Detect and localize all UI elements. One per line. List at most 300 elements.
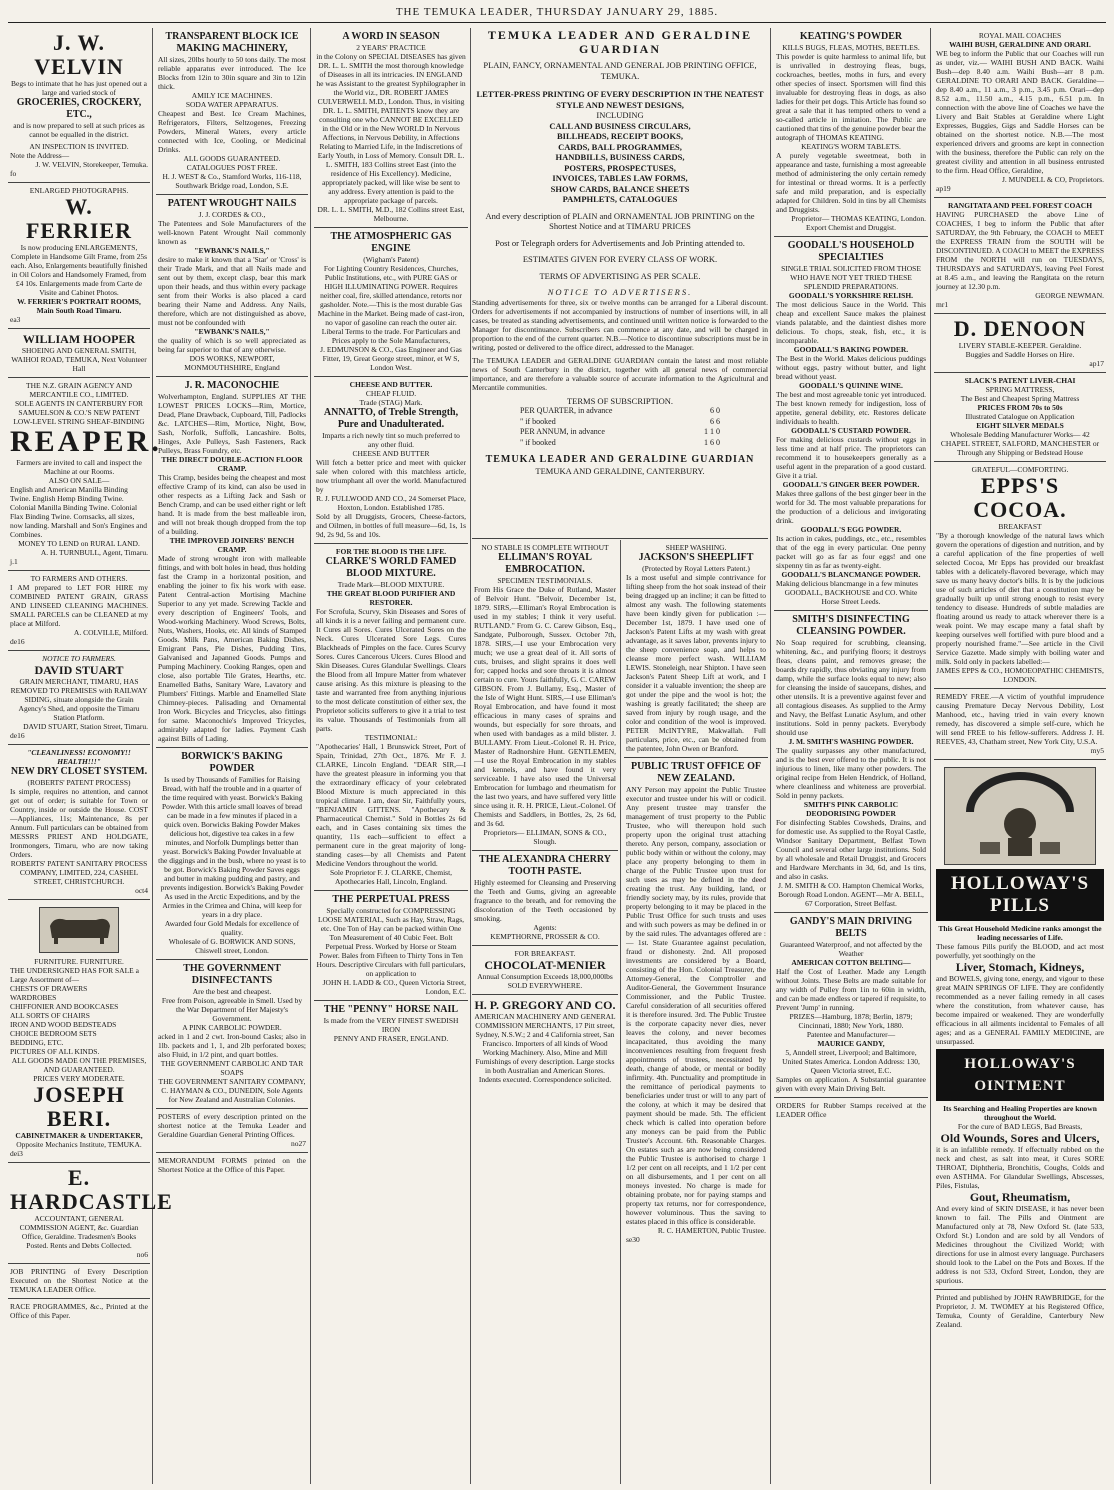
blood-testimony: "Apothecaries' Hall, 1 Brunswick Street, Port of Spain, Trinidad, 27th Oct., 1876. Mr F. J. CLARKE, Lincoln England. "DEAR SIR,—I have the greatest pleasure in informing you that the extraordinary efficacy of your celebrated Blood Mixture is much appreciated in this tropical climate. I am, dear Sir, Faithfully yours, "BENJAMIN GITTENS. "Apothecary & Pharmaceutical Chemist." Sold in Bottles 2s 6d each, and in Cases containing six times the quantity, 11s each—sufficient to effect a permanent cure in the great majority of long-standing cases—by all Chemists and Patent Medicine Vendors throughout the world. (316, 742, 466, 868)
blood-great: THE GREAT BLOOD PURIFIER AND RESTORER. (326, 589, 456, 607)
ad-code: se30 (626, 1235, 640, 1244)
disinfectant-signature: C. HAYMAN & CO., DUNEDIN, Sole Agents for New Zealand and Australian Colonies. (161, 1086, 303, 1104)
farmers-ad (8, 571, 150, 651)
menier-body: Annual Consumption Exceeds 18,000,000lbs (477, 972, 613, 981)
closet-footer: ROBERTS' PATENT SANITARY PROCESS COMPANY, LIMITED, 224, CASHEL STREET, CHRISTCHURCH. (10, 859, 148, 886)
column-5 (774, 28, 928, 1484)
nails-quote: "EWBANK'S NAILS," (194, 246, 270, 255)
table-cell: PER QUARTER, in advance (520, 406, 613, 415)
keating-sub: KILLS BUGS, FLEAS, MOTHS, BEETLES. (782, 43, 920, 52)
column-6 (934, 28, 1106, 1484)
gandy-patentee: Patentee and Manufacturer— (806, 1030, 896, 1039)
gandy-ad (774, 913, 928, 1098)
disinfectant-body2: acked in 1 and 2 cwt. Iron-bound Casks; also in 1lb. packets and 1, 1, and 2lb perforated boxes; also Fluid, in 1/2 pint, and quart bottles. (158, 1032, 306, 1059)
imprint (934, 1290, 1106, 1333)
cherry-signature: KEMPTHORNE, PROSSER & CO. (490, 932, 600, 941)
gandy-samples: Samples on application. A Substantial guarantee given with every Main Driving Belt. (776, 1075, 926, 1093)
holloway-body2: and BOWELS, giving tone, energy, and vigour to these great MAIN SPRINGS OF LIFE. They are confidently recommended as a never failing remedy in all cases where the constitution, from whatever cause, has become impaired or weakened. They are wonderfully efficacious in all ailments incidental to Females of all ages; and as a GENERAL FAMILY MEDICINE, are unsurpassed. (936, 974, 1104, 1046)
nzgrain-list: English and American Manilla Binding Twine. English Hemp Binding Twine. Colonial Manilla Binding Twine. Colonial Flax Binding Twine. Cornsacks, all sizes, now landing. Marshall and Son's Engines and Combines. (10, 485, 147, 539)
ad-code: fo (10, 169, 17, 178)
rangitata-title: RANGITATA AND PEEL FOREST COACH (947, 201, 1093, 210)
keating-body: This powder is quite harmless to animal life, but is unrivalled in destroying fleas, bugs, cockroaches, beetles, moths in furs, and every other species of insect. Sportsmen will find this invaluable for destroying fleas in dogs, as also ladies for their pet dogs. This Article has found so great a sale that it has tempted others to vend a so-called article in imitation. The Public are cautioned that tins of the genuine powder bear the autograph of THOMAS KEATING. (776, 52, 926, 142)
table-cell: PER ANNUM, in advance (520, 427, 605, 436)
gregory-body: AMERICAN MACHINERY AND GENERAL COMMISSION MERCHANTS, 17 Pitt street, Sydney, N.S.W.; 2 and 4 California street, San Francisco. Importers of all kinds of Wood Working Machinery. Also, Mine and Mill Furnishings of every description. Large stocks in both Australian and American Stores. Indents executed. Correspondence solicited. (474, 1012, 616, 1084)
guardian-body2: The TEMUKA LEADER and GERALDINE GUARDIAN contain the latest and most reliable news of South Canterbury in the district, together with all general news of commercial importance, and are therefore a valuable source of accurate information to the Agricultural and Mercantile communities. (472, 355, 768, 392)
list-item: CHIFFONIER AND BOOKCASES (10, 1002, 119, 1011)
ice-ad (156, 28, 308, 195)
printing-items (472, 121, 768, 205)
gas-ad (314, 228, 468, 377)
guardian-terms: TERMS OF ADVERTISING AS PER SCALE. (539, 270, 701, 281)
keating-title: KEATING'S POWDER (799, 31, 903, 42)
elliman-body: From His Grace the Duke of Rutland, Master of Belvoir Hunt. "Belvoir, December 1st, 1879. SIRS,—Elliman's Royal Embrocation is used in my stables; I think it very useful. RUTLAND." From G. C. Carew Gibson, Esq., Sandgate, Pulborough, Sussex. October 7th, 1878. SIRS,—I use your Embrocation very much; we use a great deal of it. All sorts of cuts, bruises, and slight sprains it does well for; capped hocks and sore throats it is almost certain to cure. Yours faithfully, G. C. CAREW GIBSON. From J. Bullamy, Esq., Master of the Isle of Wight Hunt. SIRS,—I use Elliman's Royal Embrocation, and have found it most efficacious in many cases of sprains and wounds, but especially for sore throats, and when used with bandages as a mild blister. J. BULLAMY. From Lieut.-Colonel R. H. Price, Master of Radnorshire Hunt. GENTLEMEN,—I use the Royal Embrocation in my stables and kennels, and have found it very serviceable. I have also used the Universal Embrocation for lumbago and rheumatism for the last two years, and have suffered very little since using it. R. H. PRICE, Lieut.-Colonel. Of Chemists and Saddlers, in Bottles, 2s, 2s 6d, and 3s 6d. (474, 585, 616, 828)
holloway-ointment-banner: HOLLOWAY'S OINTMENT (936, 1049, 1104, 1101)
blood-name: CLARKE'S WORLD FAMED BLOOD MIXTURE. (325, 556, 457, 579)
holloway-body: These famous Pills purify the BLOOD, and act most powerfully, yet soothingly on the (936, 942, 1104, 960)
goodall-item (776, 525, 926, 570)
list-item: CHOICE BEDROOM SETS (10, 1029, 97, 1038)
table-cell: 1 1 0 (704, 427, 720, 436)
elliman-spec: SPECIMEN TESTIMONIALS. (497, 576, 593, 585)
maconochie-ad (156, 377, 308, 748)
holloway-obody: For the cure of BAD LEGS, Bad Breasts, (957, 1122, 1083, 1131)
column-divider (930, 28, 931, 1484)
epps-signature: JAMES EPPS & CO., HOMOEOPATHIC CHEMISTS, LONDON. (936, 666, 1104, 684)
subscription-table (520, 406, 720, 448)
nzgrain-product: REAPER. (10, 425, 162, 458)
furniture-prices: PRICES VERY MODERATE. (33, 1074, 125, 1083)
menier-top: FOR BREAKFAST. (514, 949, 576, 958)
column-3 (314, 28, 468, 1484)
maconochie-cramp: THE DIRECT DOUBLE-ACTION FLOOR CRAMP. (161, 455, 303, 473)
sheep-ad (624, 540, 768, 758)
elliman-ad (472, 540, 618, 851)
ice-catalogues: CATALOGUES POST FREE. (186, 163, 278, 172)
velvin-name: J. W. VELVIN (34, 30, 124, 79)
trust-title: PUBLIC TRUST OFFICE OF NEW ZEALAND. (631, 761, 761, 784)
guardian-footer: TEMUKA LEADER AND GERALDINE GUARDIAN (485, 454, 755, 465)
goodall-item (776, 570, 926, 588)
epps-sub: BREAKFAST (998, 522, 1042, 531)
cheese-title: CHEESE AND BUTTER. (349, 380, 433, 389)
ferrier-name: W. FERRIER (25, 194, 132, 243)
posters-body: POSTERS of every description printed on the shortest notice at the Temuka Leader and Geraldine Guardian General Printing Offices. (158, 1112, 306, 1139)
holloway-obody2: it is an infallible remedy. If effectually rubbed on the neck and chest, as salt into meat, it Cures SORE THROAT, Diphtheria, Bronchitis, Coughs, Colds and even ASTHMA. For Glandular Swellings, Abscesses, Piles, Fistulas, (936, 1145, 1104, 1190)
masthead: THE TEMUKA LEADER, THURSDAY JANUARY 29, 1885. (395, 6, 719, 18)
keating-export: Export Chemist and Druggist. (806, 223, 896, 232)
ice-body: All sizes, 20lbs hourly to 50 tons daily. The most reliable apparatus ever introduced. The Ice Blocks from 12in to 30in square and 3in to 12in thick. (158, 55, 306, 91)
goodall-signature: GOODALL, BACKHOUSE and CO. White Horse Street Leeds. (784, 588, 918, 606)
stuart-ad (8, 651, 150, 745)
goodall-item-title: GOODALL'S GINGER BEER POWDER. (782, 480, 920, 489)
ferrier-top: ENLARGED PHOTOGRAPHS. (29, 186, 129, 195)
trust-body: ANY Person may appoint the Public Trustee executor and trustee under his will or codicil. Any present trustee may transfer the management of trust property to the Public Trustee, who will thereupon hold such property upon the original trust attaching thereto. Any person, company, association or public body within or without the colony, may place any property belonging to them in charge of the Public Trustee upon trust for such uses as may be defined in the deed creating the trust. Any building, land, or friendly society may, by its rules, provide that property belonging to it may be placed in the Public Trust Office for such trusts and uses and with such powers as may be defined in or by the said rules. The advantages offered are :— 1st. State Guarantee against peculation, fraud or dishonesty. 2nd. All proposed investments are considered by a Board, consisting of the Hon. Colonial Treasurer, the Attorney-General, the Comptroller and Auditor-General, the Government Insurance Commissioner, and the Public Trustee. Careful consideration of all securities offered it is therefore insured. 3rd. The Public Trustee is the corporate capacity never dies, never leaves the colony, and never becomes incapacitated, thus avoiding the many inconveniences resulting from frequent fresh appointments of trustees, necessitated by death, change of abode, or mental or bodily infirmity. 4th. Punctuality and promptitude in the remittance of periodical payments to beneficiaries under trust or will to any part of the colony, at which it may be desired that payment should be made. 5th. The efficient check which is called into operation before any moneys can be paid from the Public Trustee's Account. 6th. Reasonable Charges. On estates such as are now being considered the Public Trustee is authorised to charge 1 1/2 per cent on all receipts, and 1 1/2 per cent on all disbursements, and 1 per cent on all moneys invested. No charge is made for obtaining probate, nor for paying stamps and property tax returns, nor for correspondence, however voluminous. Thus the saving to estates placed in this office is considerable. (626, 785, 766, 1226)
memo-body: MEMORANDUM FORMS printed on the Shortest Notice at the Office of this Paper. (158, 1156, 306, 1174)
borwick-title: BORWICK'S BAKING POWDER (181, 751, 283, 774)
maconochie-improved: THE IMPROVED JOINERS' BENCH CRAMP. (169, 536, 295, 554)
closet-ad (8, 745, 150, 900)
jobprint-body: JOB PRINTING of Every Description Executed on the Shortest Notice at the TEMUKA LEADER Office. (10, 1267, 148, 1294)
disinfectant-ad (156, 960, 308, 1109)
goodall-item-body: The best and most agreeable tonic yet introduced. The best known remedy for indigestion, loss of appetite, general debility, etc. Restores delicate individuals to health. (776, 390, 926, 426)
cherry-title: THE ALEXANDRA CHERRY TOOTH PASTE. (479, 854, 611, 877)
press-title: THE PERPETUAL PRESS (332, 894, 450, 905)
gandy-body2: Half the Cost of Leather. Made any Length without Joints. These Belts are made suitable for any width of Pulley from 1in to 60in in width, and can be made endless or tapered if requisite, to Prevent 'Jump' in running. (776, 967, 926, 1012)
slack-ad (934, 373, 1106, 462)
keating-worm: KEATING'S WORM TABLETS. (801, 142, 901, 151)
slack-body: The Best and Cheapest Spring Mattress (960, 394, 1080, 403)
list-item: CALL AND BUSINESS CIRCULARS, (549, 120, 691, 131)
guardian-body: Standing advertisements for three, six or twelve months can be arranged for a Liberal discount. Orders for advertisements if not accompanied by instructions of number of insertions will, in all cases, be treated as standing advertisements, and continued until written notice is forwarded to the Manager for discontinuance. Subscribers can commence at any date, and will be charged in proportion to the end of the current quarter. N.B.—Notice to discontinue subscriptions must be in writing, posted or delivered to the office direct, addressed to the Manager. (472, 297, 768, 352)
stuart-signature: DAVID STUART, Station Street, Timaru. (23, 722, 148, 731)
closet-sub: (ROBERTS' PATENT PROCESS) (27, 778, 131, 787)
elliman-name: ELLIMAN'S ROYAL EMBROCATION. (498, 552, 592, 575)
maconochie-name: J. R. MACONOCHIE (184, 380, 280, 391)
list-item: CARDS, BALL PROGRAMMES, (558, 141, 682, 152)
goodall-item (776, 426, 926, 480)
list-item: ALL SORTS OF CHAIRS (10, 1011, 90, 1020)
column-1 (8, 28, 173, 1484)
smith-body: No Soap required for scrubbing, cleansing, whitening, &c., and purifying floors; it destroys fleas, cleans paint, and removes grease; the boards dry rapidly, thus obviating any injury from damp, while the surface looks equal to new; also for cleansing the inside of saucepans, dishes, and other utensils. It is a preventive against fever and all contagious diseases. As supplied to the Army and Navy, the Belfast Lunatic Asylum, and other institutions. Sold in penny packets. Everybody should use (776, 638, 926, 737)
mail-body: WE beg to inform the Public that our Coaches will run as under, viz.— WAIHI BUSH AND BACK. Waihi Bush—dep 8.40 a.m. Waihi Bush—arr 8 p.m. GERALDINE TO ORARI AND BACK. Geraldine—dep 8.40 a.m., 11 a.m., 3 p.m., 3.45 p.m. Orari—dep 8.52 a.m., 11.50 a.m., 4.15 p.m., 6.51 p.m. In connection with the above line of Coaches we have the Livery and Bait Stables at Geraldine where Light Expresses, Buggies, Gigs and Saddle Horses can be obtained on the shortest notice. N.B.—The most experienced drivers and grooms are kept in connection with the business, therefore the Public can rely on the greatest civility and attention in all business entrusted to the firm. Head Office, Geraldine, (936, 49, 1104, 175)
penny-ad (314, 1001, 468, 1047)
stuart-body: GRAIN MERCHANT, TIMARU, HAS REMOVED TO PREMISES with RAILWAY SIDING, situate alongside the Grain Agency's Shed, and opposite the Timaru Station Platform. (10, 677, 148, 722)
maconochie-body: Wolverhampton, England. SUPPLIES AT THE LOWEST PRICES LOCKS—Rim, Mortice, Dead, Plane Drawback, Cupboard, Till, Padlocks &c. LATCHES—Rim, Mortice, Night, Bow, Sash, Norfolk, Suffolk, Lancashire. Bolts, Hinges, Axle Pulleys, Sash Fasteners, Rack Pulleys, Brass Foundry, etc. (158, 392, 306, 455)
goodall-item-body: Making delicious blancmange in a few minutes (776, 579, 919, 588)
press-body: Specially constructed for COMPRESSING LOOSE MATERIAL, Such as Hay, Straw, Rags, etc. One Ton of Hay can be packed within One Ton Measurement of 40 Cubic Feet. Bolt Perpetual Press. Worked by Horse or Steam Power. Bales from Fifteen to Thirty Tons in Ten Hours. Descriptive Circulars with full particulars, on application to (316, 906, 466, 978)
slack-body2: Wholesale Bedding Manufacturer Works— 42 CHAPEL STREET, SALFORD, MANCHESTER or Through any Shipping or Bedstead House (940, 430, 1100, 457)
memo-ad (156, 1153, 308, 1178)
keating-body2: A purely vegetable sweetmeat, both in appearance and taste, furnishing a most agreeable method of administering the only certain remedy for intestinal or thread worms. It is a perfectly safe and mild preparation, and is especially adapted for Children. Sold in tins by all Chemists and Druggists. (776, 151, 926, 214)
stuart-name: DAVID STUART (34, 663, 124, 677)
emblem-icon (950, 772, 1090, 860)
list-item: HANDBILLS, BUSINESS CARDS, (555, 152, 685, 162)
ad-code: no6 (136, 1250, 148, 1259)
list-item: POSTERS, PROSPECTUSES, (564, 162, 676, 173)
ferrier-body: Is now producing ENLARGEMENTS, Complete in Handsome Gilt Frame, from 25s each. Also, Enlargements beautifully finished in Oil Colors and Handsomely Framed, from £4 10s. Enlargements made from Carte de Visite and Cabinet Photos. (10, 243, 148, 297)
ferrier-ad (8, 183, 150, 329)
smith-powder-ad (774, 611, 928, 913)
keating-ad (774, 28, 928, 237)
denoon-body: LIVERY STABLE-KEEPER. Geraldine. (958, 341, 1082, 350)
disinfectant-carbolic: A PINK CARBOLIC POWDER. (182, 1023, 282, 1032)
goodall-item-body: The most delicious Sauce in the World. This cheap and excellent Sauce makes the plainest viands palatable, and the daintiest dishes more delicious. To chops, steak, fish, etc., it is incomparable. (776, 300, 926, 345)
table-cell: 1 6 0 (704, 437, 720, 447)
season-signature: DR. L. L. SMITH, M.D., 182 Collins street East, Melbourne. (317, 205, 465, 223)
epps-ad (934, 462, 1106, 689)
guardian-letterpress: LETTER-PRESS PRINTING OF EVERY DESCRIPTION IN THE NEATEST STYLE AND NEWEST DESIGNS, (476, 89, 764, 110)
hooper-name: WILLIAM HOOPER (22, 332, 136, 346)
rangitata-signature: GEORGE NEWMAN. (1035, 291, 1104, 300)
sofa-icon (44, 912, 114, 948)
goodall-item-title: GOODALL'S QUININE WINE. (799, 381, 903, 390)
smith-body2: The quality surpasses any other manufactured, and is the best ever offered to the public. It is not injurious to linen, like many other powders. The original recipe from Helen Hendrick, of Holland, where cleanliness and whiteness are proverbial. Sold in penny packets. (776, 746, 926, 800)
smith-doctor-ad (314, 28, 468, 228)
stuart-title: NOTICE TO FARMERS. (42, 654, 116, 663)
holloway-sub: This Great Household Medicine ranks amongst the leading necessaries of Life. (938, 924, 1102, 942)
blood-title: FOR THE BLOOD IS THE LIFE. (335, 547, 447, 556)
nzgrain-also: ALSO ON SALE— (48, 476, 110, 485)
remedy-ad (934, 689, 1106, 760)
guardian-post: Post or Telegraph orders for Advertisements and Job Printing attended to. (495, 237, 745, 248)
penny-signature: PENNY AND FRASER, ENGLAND. (333, 1034, 449, 1043)
menier-sold: SOLD EVERYWHERE. (507, 981, 583, 990)
holloway-emblem (944, 767, 1096, 865)
column-divider (310, 28, 311, 1484)
goodall-item (776, 291, 926, 345)
furniture-ad (8, 900, 150, 1163)
list-item: BILLHEADS, RECEIPT BOOKS, (557, 131, 683, 141)
ad-code: ap17 (1089, 359, 1104, 368)
table-row (520, 406, 720, 417)
ad-code: dei3 (10, 1149, 23, 1158)
race-body: RACE PROGRAMMES, &c., Printed at the Office of this Paper. (10, 1302, 148, 1320)
nails-signature: DOS WORKS, NEWPORT, MONMOUTHSHIRE, England (184, 354, 280, 372)
menier-ad (472, 946, 618, 995)
column-divider (770, 28, 771, 1484)
goodall-ad (774, 237, 928, 611)
holloway-obody3: And every kind of SKIN DISEASE, it has never been known to fail. The Pills and Ointment are Manufactured only at 78, New Oxford St. (late 533, Oxford St.) London and are sold by all Vendors of Medicines throughout the Civilized World; with directions for use in almost every language. Purchasers should look to the Label on the Pots and Boxes. If the address is not 533, Oxford Street, London, they are spurious. (936, 1204, 1104, 1285)
blood-testimonial: TESTIMONIAL: (364, 733, 418, 742)
ad-code: de16 (10, 637, 25, 646)
nzgrain-signature: A. H. TURNBULL, Agent, Timaru. (40, 548, 148, 557)
penny-title: THE "PENNY" HORSE NAIL (323, 1004, 459, 1015)
smith-title: SMITH'S DISINFECTING CLEANSING POWDER. (792, 614, 910, 637)
ice-soda: SODA WATER APPARATUS. (185, 100, 279, 109)
column-2 (156, 28, 308, 1484)
hardcastle-body: ACCOUNTANT, GENERAL COMMISSION AGENT, &c. Guardian Office, Geraldine. Tradesmen's Books Posted. Rents and Debts Collected. (19, 1214, 139, 1250)
holloway-ad (934, 760, 1106, 1290)
smith-washing: J. M. SMITH'S WASHING POWDER. (788, 737, 914, 746)
guardian-estimates: ESTIMATES GIVEN FOR EVERY CLASS OF WORK. (522, 254, 718, 264)
ad-code: no27 (291, 1139, 306, 1148)
gregory-name: H. P. GREGORY AND CO. (474, 998, 616, 1012)
epps-name: EPPS'S COCOA. (973, 473, 1067, 522)
cheese-body2: Will fetch a better price and meet with quicker sale when colored with this matchless article, now triumphant all over the world. Manufactured by (316, 458, 466, 494)
furniture-list (10, 984, 148, 1056)
nails-title: PATENT WROUGHT NAILS (167, 198, 297, 209)
subscription-title: TERMS OF SUBSCRIPTION. (566, 395, 674, 406)
ice-family: AMILY ICE MACHINES. (191, 91, 273, 100)
list-item: CHESTS OF DRAWERS (10, 984, 88, 993)
velvin-ad (8, 28, 150, 183)
ferrier-footer: W. FERRIER'S PORTRAIT ROOMS, Main South Road Timaru. (17, 297, 141, 315)
nails-body: The Patentees and Sole Manufacturers of the well-known Patent Wrought Nail commonly known as (158, 219, 306, 246)
closet-name: NEW DRY CLOSET SYSTEM. (10, 766, 148, 777)
cheese-signature: R. J. FULLWOOD AND CO., 24 Somerset Place, Hoxton, London. Established 1785. (316, 494, 466, 512)
borwick-signature: Wholesale of G. BORWICK AND SONS, Chiswell street, London. (168, 937, 296, 955)
holloway-pills-banner: HOLLOWAY'S PILLS (936, 869, 1104, 921)
goodall-item-title: GOODALL'S BLANCMANGE POWDER. (781, 570, 921, 579)
cheese-ad (314, 377, 468, 544)
list-item: WARDROBES (10, 993, 57, 1002)
remedy-body: REMEDY FREE.—A victim of youthful imprudence causing Premature Decay Nervous Debility, Lost Manhood, etc., having tried in vain every known remedy, has discovered a simple self-cure, which he will send FREE to his fellow-sufferers. Address J. H. REEVES, 43, Chatham street, New York City, U.S.A. (936, 692, 1104, 746)
season-years: 2 YEARS' PRACTICE (356, 43, 426, 52)
table-row (520, 427, 720, 438)
beri-name: JOSEPH BERI. (33, 1082, 125, 1131)
gandy-name: MAURICE GANDY, (817, 1039, 885, 1048)
ad-code: de16 (10, 731, 25, 740)
velvin-body2: and is now prepared to sell at such prices as cannot be equalled in the district. (13, 121, 145, 139)
guardian-footer2: TEMUKA AND GERALDINE, CANTERBURY. (535, 466, 705, 476)
race-ad (8, 1299, 150, 1324)
column-divider (152, 28, 153, 1484)
elliman-signature: Proprietors— ELLIMAN, SONS & CO., Slough. (483, 828, 607, 846)
table-row (520, 417, 720, 428)
cheese-body: Imparts a rich newly tint so much preferred to any other fluid. (322, 431, 460, 449)
goodall-item-body: The Best in the World. Makes delicious puddings without eggs, pastry without butter, and light bread without yeast. (776, 354, 926, 381)
velvin-note: Note the Address— (10, 151, 70, 160)
guardian-including: INCLUDING (596, 110, 644, 120)
farmers-signature: A. COLVILLE, Milford. (73, 628, 148, 637)
slack-title: SLACK'S PATENT LIVER-CHAI (964, 376, 1076, 385)
season-title: A WORD IN SEASON (342, 31, 440, 42)
blood-signature: Sole Proprietor F. J. CLARKE, Chemist, Apothecaries Hall, Lincoln, England. (329, 868, 453, 886)
nails-body2: desire to make it known that a 'Star' or 'Cross' is their Trade Mark, and that all Nails made and sent out by them, except clasp, bear this mark upon their heads, and thus within every package sent from their Works is also placed a card bearing their Name and Address. Any Nails, therefore, which are not distinguished as above, must not be confounded with (158, 255, 306, 327)
velvin-invite: AN INSPECTION IS INVITED. (29, 142, 129, 151)
sofa-illustration (39, 907, 119, 953)
list-item: PAMPHLETS, CATALOGUES (562, 194, 678, 204)
ad-code: ap19 (936, 184, 951, 193)
table-cell: 6 0 (710, 406, 720, 415)
nzgrain-body2: Farmers are invited to call and inspect the Machine at our Rooms. (16, 458, 142, 476)
slack-catalogue: Illustrated Catalogue on Application (965, 412, 1075, 421)
hooper-ad (8, 329, 150, 378)
beri-address: Opposite Mechanics Institute, TEMUKA. (16, 1140, 142, 1149)
ad-code: my5 (1090, 746, 1104, 755)
elliman-title: NO STABLE IS COMPLETE WITHOUT (481, 543, 609, 552)
posters-ad (156, 1109, 308, 1153)
gandy-address: 5, Anndell street, Liverpool; and Baltimore, United States America. London Address: 130, Queen Victoria street, E.C. (782, 1048, 920, 1075)
borwick-body: Is used by Thousands of Families for Raising Bread, with half the trouble and in a quarter of the time required with yeast. Borwick's Baking Powder. With this article small loaves of bread can be made in a few minutes if placed in a quick oven. Borwicks Baking Powder Makes delicious hot, digestive tea cakes in a few minutes, and Norfolk Dumplings better than yeast. Borwick's Baking Powder Invaluable at the diggings and in the bush, where no yeast is to be got. Borwick's Baking Powder Saves eggs and butter in making pudding and pastry, and prevents indigestion. Borwick's Baking Powder As used in the Arctic Expeditions, and by the Armies in the Crimea and China, will keep for years in a dry place. (158, 775, 306, 919)
furniture-goods: ALL GOODS MADE ON THE PREMISES, AND GUARANTEED. (11, 1056, 147, 1074)
farmers-title: TO FARMERS AND OTHERS. (30, 574, 128, 583)
press-signature: JOHN H. LADD & CO., Queen Victoria Street, London, E.C. (322, 978, 466, 996)
goodall-item-body: Its action in cakes, puddings, etc., etc., resembles that of the egg in every particular. One penny packet will go as far as four eggs! and one sixpenny tin as far as twenty-eight. (776, 534, 926, 570)
guardian-title: TEMUKA LEADER AND GERALDINE GUARDIAN (487, 28, 753, 56)
column-divider (470, 28, 471, 1484)
goodall-item-title: GOODALL'S EGG POWDER. (800, 525, 902, 534)
velvin-body: Begs to intimate that he has just opened out a large and varied stock of (10, 79, 147, 97)
cheese-trade: Trade (STAG) Mark. (359, 398, 423, 407)
holloway-organs: Liver, Stomach, Kidneys, (955, 960, 1085, 974)
sheep-body: Is a most useful and simple contrivance for lifting sheep from the hot soak instead of their being dragged up an incline; it can be fitted to almost any wash. The following statements have been kindly given for publication :— December 1st, 1879. I have used one of Jackson's Patent Lifts at my wash with great advantage, as it saves labor, prevents injury to the sheep convenience soap, and helps to cleanse more perfect wash. WILLIAM LEWIS. Stoneleigh, near Shipton. I have seen Jackson's Patent Sheep Lift at work, and I consider it a valuable invention; the sheep are got under the pipe and the wool is hot; the washing is greatly facilitated; the sheep are saved from injury by rough usage, and the color and condition of the wool is improved. PETER McINTYRE, Makwallah. Full particulars, price, etc., can be obtained from the patentee, John Owen or Branford. (626, 573, 766, 753)
disinfectant-soaps: THE GOVERNMENT CARBOLIC AND TAR SOAPS (160, 1059, 304, 1077)
cherry-ad (472, 851, 618, 946)
nails-body3: the quality of which is so well appreciated as being far superior to that of any otherwise. (158, 336, 306, 354)
blood-trade: Trade Mark—BLOOD MIXTURE. (337, 580, 445, 589)
closet-title: "CLEANLINESS! ECONOMY!! HEALTH!!!" (27, 748, 131, 766)
borwick-ad (156, 748, 308, 960)
mail-title: ROYAL MAIL COACHES (978, 31, 1062, 40)
disinfectant-company: THE GOVERNMENT SANITARY COMPANY, (158, 1077, 306, 1086)
gandy-american: AMERICAN COTTON BELTING— (791, 958, 911, 967)
maconochie-body2: This Cramp, besides being the cheapest and most effective Cramp of its kind, can also be used in other respects as a Lifting Jack and Sash or Bench Cramp, and can be used either right or left hand. It is made from the best malleable iron, and will not break though dropped from the top of a building. (158, 473, 306, 536)
list-item: SHOW CARDS, BALANCE SHEETS (550, 183, 690, 194)
denoon-name: D. DENOON (953, 316, 1087, 341)
gandy-prizes: PRIZES—Hamburg, 1878; Berlin, 1879; Cincinnati, 1880; New York, 1880. (789, 1012, 913, 1030)
goodall-item (776, 480, 926, 525)
nzgrain-ad (8, 378, 162, 571)
ice-guarantee: ALL GOODS GUARANTEED. (183, 154, 281, 163)
gas-title: THE ATMOSPHERIC GAS ENGINE (330, 231, 452, 254)
table-cell: 6 6 (710, 416, 720, 426)
furniture-caption: FURNITURE. FURNITURE. (34, 957, 124, 966)
nzgrain-body: SOLE AGENTS IN CANTERBURY FOR SAMUELSON & CO.'S NEW PATENT LOW-LEVEL STRING SHEAF-BINDING (13, 399, 145, 426)
ice-body2: Cheapest and Best. Ice Cream Machines, Refrigerators, Filters, Seltzogenes, Freezing Powders, Mineral Waters, every article connected with Ice, Cooling, or Medicinal Drinks. (158, 109, 306, 154)
rubber-ad (774, 1098, 928, 1123)
ice-signature: H. J. WEST & Co., Stamford Works, 116-118, Southwark Bridge road, London, S.E. (162, 172, 302, 190)
nzgrain-money: MONEY TO LEND on RURAL LAND. (18, 539, 140, 548)
column-divider (620, 540, 621, 1484)
sheep-sub: (Protected by Royal Letters Patent.) (642, 564, 750, 573)
guardian-sub: PLAIN, FANCY, ORNAMENTAL AND GENERAL JOB PRINTING OFFICE, TEMUKA. (483, 60, 757, 81)
furniture-intro: THE UNDERSIGNED HAS FOR SALE a Large Assortment of— (10, 966, 139, 984)
ad-code: j.1 (10, 557, 18, 566)
disinfectant-body: Free from Poison, agreeable in Smell. Used by the War Department of Her Majesty's Government. (161, 996, 303, 1023)
rangitata-body: HAVING PURCHASED the above Line of COACHES, I beg to inform the Public that after SATURDAY, the 9th February, the COACH to MEET the EXPRESS TRAIN from the SOUTH will be DISCONTINUED. A COACH to MEET the EXPRESS FROM the NORTH will run on TUESDAYS, THURSDAYS and SATURDAYS, leaving Peel Forest at 8.45 a.m., and leaving the Rangitata on the return journey at 12.30 p.m. (936, 210, 1104, 291)
printing-office-ad (472, 28, 768, 539)
ice-title: TRANSPARENT BLOCK ICE MAKING MACHINERY, (165, 31, 299, 54)
blood-ad (314, 544, 468, 891)
goodall-item-body: For making delicious custards without eggs in less time and at half price. The proprietors can recommend it to housekeepers generally as a useful agent in the preparation of a good custard. Give it a trial. (776, 435, 926, 480)
cherry-body: Highly esteemed for Cleansing and Preserving the Teeth and Gums, giving an agreeable fragrance to the breath, and for removing the discoloration of the Teeth occasioned by smoking. (474, 878, 616, 923)
closet-body: Is simple, requires no attention, and cannot get out of order; is suitable for Town or Country, inside or outside the House. COST—Appliances, 11s; Maintenance, 8s per Annum. Full particulars can be obtained from MESSRS PRIEST AND HOLDGATE, Ironmongers, Timaru, who are now taking Orders. (10, 787, 148, 859)
gas-sub: (Wigham's Patent) (363, 255, 419, 264)
table-row (520, 438, 720, 449)
rangitata-ad (934, 198, 1106, 314)
cheese-cb: CHEESE AND BUTTER (352, 449, 430, 458)
ad-code: mr1 (936, 300, 949, 309)
guardian-every: And every description of PLAIN and ORNAMENTAL JOB PRINTING on the Shortest Notice and at TIMARU PRICES (485, 210, 755, 231)
nails-sub: J. J. CORDES & CO., (198, 210, 266, 219)
beri-trade: CABINETMAKER & UNDERTAKER, (15, 1131, 143, 1140)
list-item: PICTURES OF ALL KINDS. (10, 1047, 100, 1056)
holloway-osub: Its Searching and Healing Properties are known throughout the World. (943, 1104, 1097, 1122)
goodall-item-title: GOODALL'S CUSTARD POWDER. (791, 426, 911, 435)
blood-body: For Scrofula, Scurvy, Skin Diseases and Sores of all kinds it is a never failing and permanent cure. It Cures all Sores. Cures Ulcerated Sores on the Neck. Cures Ulcerated Sore Legs. Cures Blackheads of Pimples on the face. Cures Scurvy Sores. Cures Cancerous Ulcers. Cures Blood and Skin Diseases. Cures Glandular Swellings. Clears the Blood from all Impure Matter from whatever cause arising. As this mixture is pleasing to the taste and warranted free from anything injurious to the most delicate constitution of either sex, the Proprietor solicits sufferers to give it a trial to test its value. Thousands of Testimonials from all parts. (316, 607, 466, 733)
cheese-annatto: ANNATTO, of Treble Strength, Pure and Unadulterated. (323, 407, 459, 430)
cherry-agents: Agents: (533, 923, 557, 932)
menier-name: CHOCOLAT-MENIER (484, 958, 606, 972)
velvin-signature: J. W. VELVIN, Storekeeper, Temuka. (35, 160, 148, 169)
epps-top: GRATEFUL—COMFORTING. (971, 465, 1069, 474)
goodall-item-title: GOODALL'S BAKING POWDER. (793, 345, 909, 354)
table-cell: " if booked (520, 437, 556, 447)
guardian-notice: NOTICE TO ADVERTISERS. (547, 287, 693, 297)
mail-sub: WAIHI BUSH, GERALDINE AND ORARI. (949, 40, 1091, 49)
hardcastle-ad (8, 1163, 173, 1264)
slack-sub: SPRING MATTRESS, (985, 385, 1055, 394)
ad-code: oct4 (135, 886, 148, 895)
penny-body: Is made from the VERY FINEST SWEDISH IRON (323, 1016, 459, 1034)
gas-body: For Lighting Country Residences, Churches, Public Institutions, etc., with PURE GAS or HIGH ILLUMINATING POWER. Requires neither coal, fire, skilled attendance, retorts nor gasholder. Note.—This is the most durable Gas Machine in the Market. Being made of cast-iron, no vapor of gasoline can reach the outer air. Liberal Terms to the trade. For Particulars and Prices apply to the Sole Manufacturers, (317, 264, 465, 345)
goodall-item (776, 381, 926, 426)
nails-quote2: "EWBANK'S NAILS," (194, 327, 270, 336)
mid-left-subcolumn (472, 540, 618, 1484)
guardian-office-block (472, 28, 768, 1244)
rubber-body: ORDERS for Rubber Stamps received at the LEADER Office (776, 1101, 926, 1119)
smith-body3: For disinfecting Stables Cowsheds, Drains, and for domestic use. As supplied to the Royal Castle, Windsor Sanitary Department, Belfast Town Council and several other large institutions. Sold by all wholesale and Retail Druggist, and Grocers and Hardware Merchants in 3d, 6d, and 1s tins, and also in casks. (776, 818, 926, 881)
masthead-rule (8, 22, 1106, 23)
cheese-body3: Sold by all Druggists, Grocers, Cheese-factors, and Oilmen, in bottles of full measure—6d, 1s, 1s 9d, 2s 9d, 5s and 10s. (316, 512, 466, 539)
cheese-cheap: CHEAP FLUID. (365, 389, 417, 398)
goodall-item-title: GOODALL'S YORKSHIRE RELISH. (788, 291, 914, 300)
list-item: IRON AND WOOD BEDSTEADS (10, 1020, 117, 1029)
hooper-body: SHOEING AND GENERAL SMITH, WAIHOI ROAD, TEMUKA, Next Volunteer Hall (11, 346, 147, 373)
gregory-ad (472, 995, 618, 1088)
hardcastle-name: E. HARDCASTLE (10, 1165, 173, 1214)
